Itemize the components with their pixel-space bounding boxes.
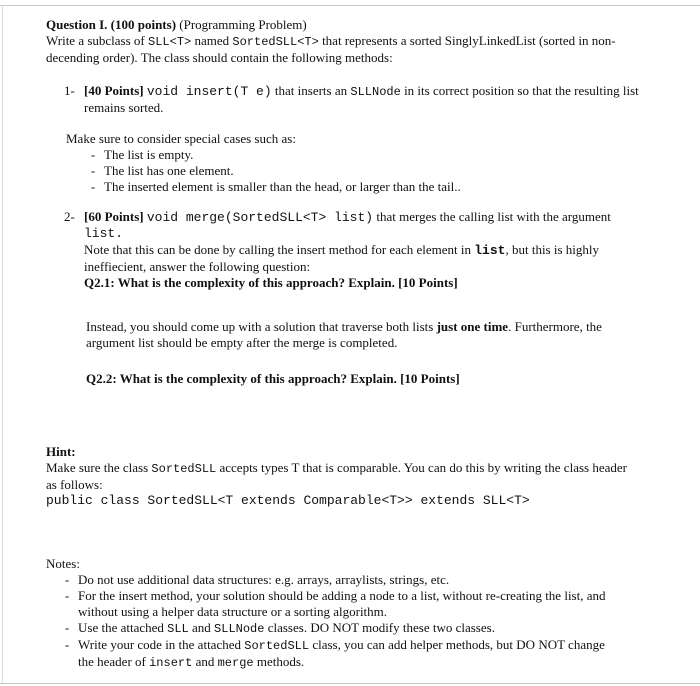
item-insert: 1- [40 Points] void insert(T e) that inserts an SLLNode in its correct position so that the resulting list remains sorted.	[64, 83, 639, 115]
notes-section	[46, 556, 686, 671]
class-header-code: public class SortedSLL<T extends Comparable<T>> extends SLL<T>	[46, 493, 530, 508]
question-2-2: Q2.2: What is the complexity of this approach? Explain. [10 Points]	[86, 371, 460, 386]
list-item: - Write your code in the attached SortedSLL class, you can add helper methods, but DO NOT change the header of insert and merge methods.	[64, 637, 605, 670]
item-merge: 2- [60 Points] void merge(SortedSLL<T> list) that merges the calling list with the argument list. Note that this can be done by calling the insert method for each element in list, but this is highly ineffiecient, answer the following question: Q2.1: What is the complexity of this approach? Explain. [10 Points]	[64, 209, 611, 290]
merge-signature: void merge(SortedSLL<T> list)	[146, 210, 374, 225]
bottom-border	[0, 683, 700, 684]
list-item: - The list has one element.	[90, 163, 234, 178]
insert-signature: void insert(T e)	[146, 84, 272, 99]
question-2-1: Q2.1: What is the complexity of this approach? Explain. [10 Points]	[84, 275, 458, 290]
notes-title: Notes:	[46, 556, 80, 571]
list-item: - The inserted element is smaller than the head, or larger than the tail..	[90, 179, 461, 194]
code-sll: SLL<T>	[148, 35, 192, 49]
left-border	[2, 5, 3, 684]
hint-section: Hint: Make sure the class SortedSLL accepts types T that is comparable. You can do this by writing the class header as follows: public class SortedSLL<T extends Comparable<T>> extends SLL<T>	[46, 444, 686, 509]
question-title: Question I. (100 points)	[46, 17, 177, 32]
list-item: - For the insert method, your solution should be adding a node to a list, without re-creating the list, and without using a helper data structure or a sorting algorithm.	[64, 588, 606, 619]
special-cases	[66, 131, 666, 195]
question-intro: Question I. (100 points) (Programming Problem) Write a subclass of SLL<T> named SortedSLL<T> that represents a sorted SinglyLinkedList (sorted in non- decending order). The class should contain the following methods:	[46, 17, 616, 65]
item-number: 2-	[64, 209, 75, 224]
list-item: - The list is empty.	[90, 147, 194, 162]
item-number: 1-	[64, 83, 75, 98]
hint-title: Hint:	[46, 444, 76, 459]
top-border	[0, 5, 700, 6]
merge-instead: Instead, you should come up with a solution that traverse both lists just one time. Furthermore, the argument list should be empty after the merge is completed.	[86, 319, 602, 350]
code-sortedsll: SortedSLL<T>	[232, 35, 319, 49]
special-cases-intro: Make sure to consider special cases such as:	[66, 131, 296, 146]
list-item: - Do not use additional data structures: e.g. arrays, arraylists, strings, etc.	[64, 572, 450, 587]
list-item: - Use the attached SLL and SLLNode classes. DO NOT modify these two classes.	[64, 620, 495, 636]
